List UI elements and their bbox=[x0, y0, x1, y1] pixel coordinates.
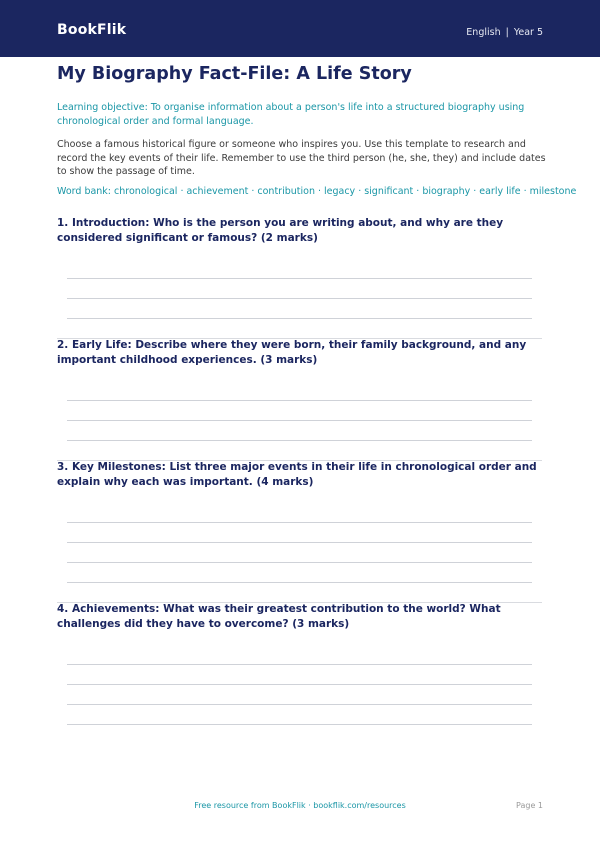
word-bank-item: achievement bbox=[186, 186, 249, 197]
word-bank-label: Word bank: bbox=[57, 186, 112, 197]
brand-logo: BookFlik bbox=[57, 22, 127, 38]
word-bank-item: milestone bbox=[529, 186, 577, 197]
word-bank-item: chronological bbox=[114, 186, 178, 197]
answer-line[interactable] bbox=[67, 582, 532, 583]
word-bank-item: early life bbox=[479, 186, 521, 197]
learning-objective: Learning objective: To organise information about a person's life into a structured biography using chronological order and formal language. bbox=[57, 102, 525, 127]
answer-line[interactable] bbox=[67, 684, 532, 685]
year-label: Year 5 bbox=[513, 27, 543, 38]
instructions: Choose a famous historical figure or someone who inspires you. Use this template to research and record the key events of their life. Remember to use the third person (he, she, they) and include dates to show the passage of time. bbox=[57, 139, 546, 177]
question-1: 1. Introduction: Who is the person you are writing about, and why are they considered significant or famous? (2 marks) bbox=[57, 217, 504, 244]
answer-line[interactable] bbox=[67, 318, 532, 319]
footer-resource-link[interactable]: Free resource from BookFlik · bookflik.com/resources bbox=[194, 801, 406, 810]
word-bank bbox=[57, 186, 577, 197]
question-3: 3. Key Milestones: List three major events in their life in chronological order and explain why each was important. (4 marks) bbox=[57, 461, 537, 488]
word-bank-separator: · bbox=[317, 186, 321, 197]
word-bank-separator: · bbox=[416, 186, 420, 197]
page-number: Page 1 bbox=[516, 801, 543, 810]
answer-line[interactable] bbox=[67, 298, 532, 299]
meta-separator: | bbox=[505, 27, 509, 38]
word-bank-separator: · bbox=[473, 186, 477, 197]
answer-line[interactable] bbox=[67, 562, 532, 563]
answer-line[interactable] bbox=[67, 724, 532, 725]
page-header bbox=[0, 0, 600, 57]
word-bank-separator: · bbox=[358, 186, 362, 197]
page-title: My Biography Fact-File: A Life Story bbox=[57, 64, 412, 84]
answer-line[interactable] bbox=[67, 542, 532, 543]
word-bank-item: contribution bbox=[257, 186, 315, 197]
word-bank-separator: · bbox=[251, 186, 255, 197]
answer-line[interactable] bbox=[67, 664, 532, 665]
answer-line[interactable] bbox=[67, 704, 532, 705]
subject-label: English bbox=[466, 27, 501, 38]
word-bank-separator: · bbox=[180, 186, 184, 197]
question-2: 2. Early Life: Describe where they were born, their family background, and any important childhood experiences. (3 marks) bbox=[57, 339, 527, 366]
word-bank-item: biography bbox=[422, 186, 471, 197]
question-4: 4. Achievements: What was their greatest contribution to the world? What challenges did they have to overcome? (3 marks) bbox=[57, 603, 501, 630]
answer-line[interactable] bbox=[67, 278, 532, 279]
header-meta bbox=[466, 27, 543, 38]
word-bank-separator: · bbox=[523, 186, 527, 197]
answer-line[interactable] bbox=[67, 440, 532, 441]
word-bank-item: legacy bbox=[324, 186, 356, 197]
answer-line[interactable] bbox=[67, 420, 532, 421]
word-bank-item: significant bbox=[364, 186, 414, 197]
answer-line[interactable] bbox=[67, 400, 532, 401]
answer-line[interactable] bbox=[67, 522, 532, 523]
